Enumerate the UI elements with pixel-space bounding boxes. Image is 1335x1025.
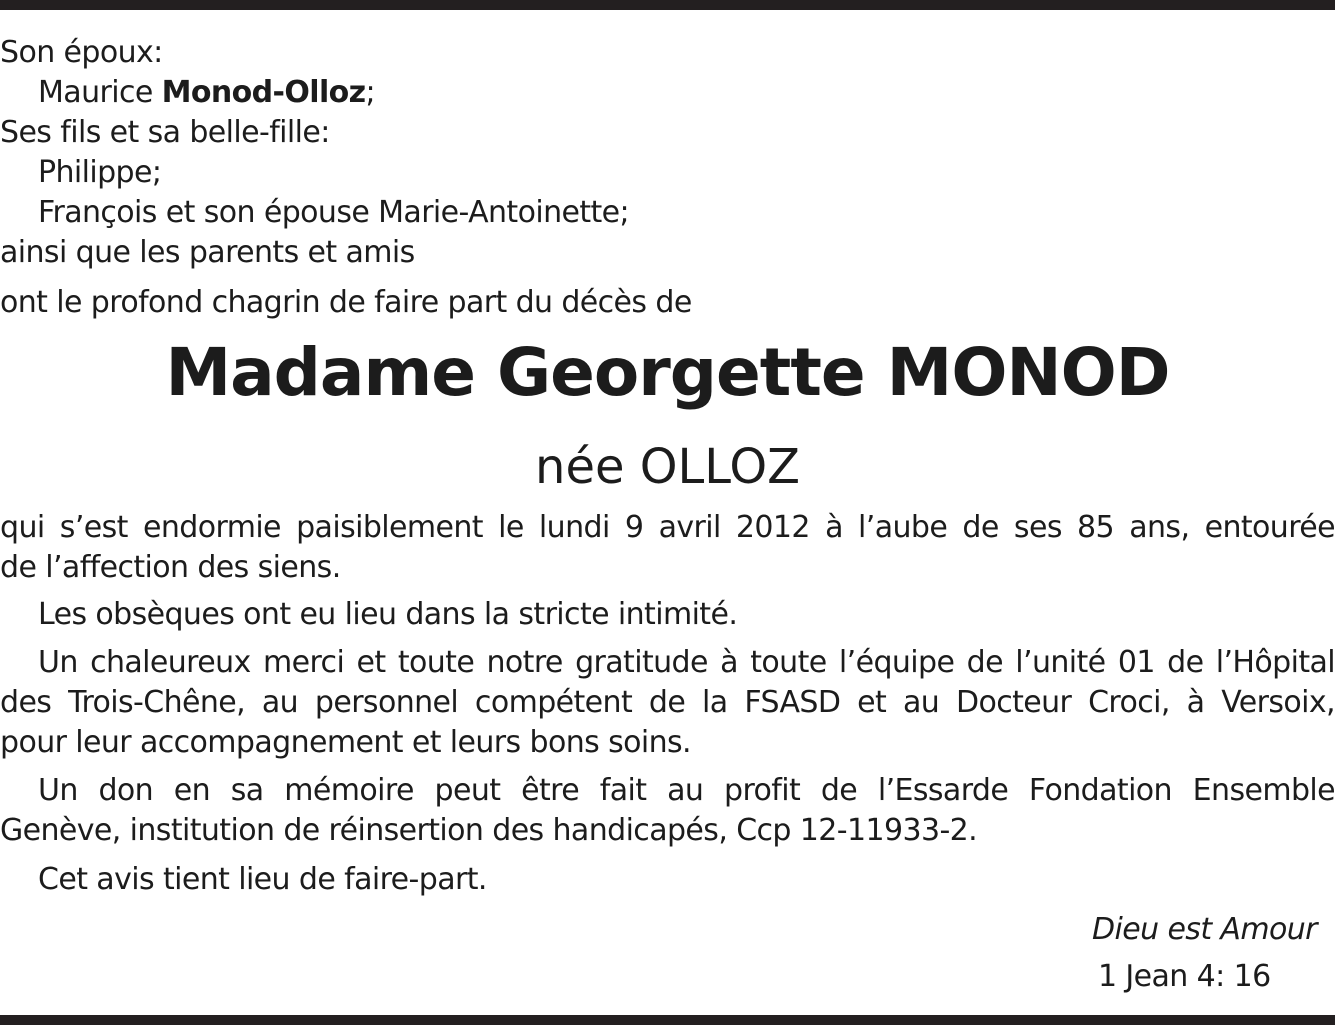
verse-text: Dieu est Amour (1092, 912, 1317, 947)
spouse-punctuation: ; (365, 75, 376, 110)
child-1: Philippe; (38, 155, 162, 190)
maiden-name: née OLLOZ (535, 439, 800, 495)
paragraph-1-line-1: qui s’est endormie paisiblement le lundi 9 avril 2012 à l’aube de ses 85 ans, entourée (0, 510, 1335, 545)
spouse-last-name: Monod-Olloz (161, 75, 366, 110)
paragraph-4-line-2: Genève, institution de réinsertion des handicapés, Ccp 12-11933-2. (0, 813, 978, 848)
relatives-line: ainsi que les parents et amis (0, 235, 415, 270)
paragraph-1-line-2: de l’affection des siens. (0, 550, 341, 585)
spouse-heading: Son époux: (0, 35, 163, 70)
paragraph-3-line-1: Un chaleureux merci et toute notre gratitude à toute l’équipe de l’unité 01 de l’Hôpital (38, 645, 1335, 680)
bottom-rule (0, 1015, 1335, 1025)
paragraph-3-line-2: des Trois-Chêne, au personnel compétent de la FSASD et au Docteur Croci, à Versoix, (0, 685, 1335, 720)
child-2: François et son épouse Marie-Antoinette; (38, 195, 630, 230)
spouse-first-name: Maurice (38, 75, 162, 110)
paragraph-2: Les obsèques ont eu lieu dans la stricte intimité. (38, 597, 738, 632)
spouse-line (38, 73, 375, 113)
paragraph-5: Cet avis tient lieu de faire-part. (38, 862, 487, 897)
deceased-name: Madame Georgette MONOD (165, 334, 1170, 411)
verse-reference: 1 Jean 4: 16 (1098, 959, 1271, 994)
paragraph-3-line-3: pour leur accompagnement et leurs bons soins. (0, 725, 691, 760)
announcement-line: ont le profond chagrin de faire part du décès de (0, 285, 692, 320)
paragraph-4-line-1: Un don en sa mémoire peut être fait au profit de l’Essarde Fondation Ensemble (38, 773, 1335, 808)
children-heading: Ses fils et sa belle-fille: (0, 115, 330, 150)
